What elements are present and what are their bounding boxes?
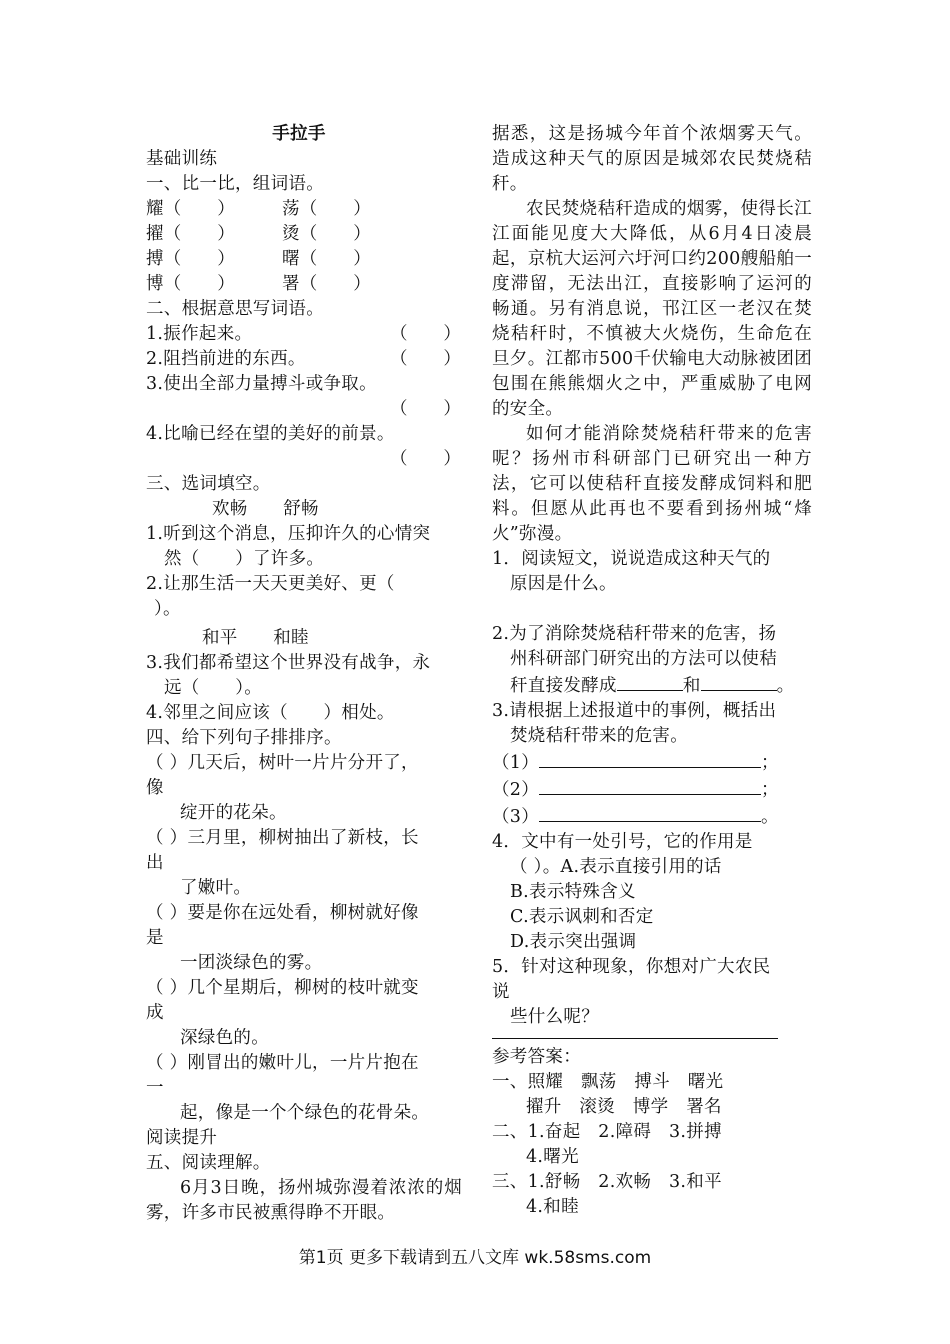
q4-item: （ ）几个星期后，柳树的枝叶就变 成 深绿色的。: [146, 978, 419, 1048]
answer-blank[interactable]: [539, 749, 761, 768]
q2-item: 2.阻挡前进的东西。 （ ）: [146, 349, 462, 369]
reading-question-5: 说: [492, 982, 510, 1002]
answers-heading: 参考答案：: [492, 1047, 581, 1067]
reading-question-2: 秆直接发酵成 和 。: [492, 672, 812, 699]
answer-blank[interactable]: [539, 776, 761, 795]
q5-heading: 五、阅读理解。: [146, 1153, 271, 1173]
answer-blank[interactable]: [617, 672, 683, 691]
q4-item: （ ）要是你在远处看，柳树就好像 是 一团淡绿色的雾。: [146, 903, 419, 973]
reading-question-4: （ ）。A.表示直接引用的话: [510, 857, 722, 877]
q2-item: （ ）: [390, 399, 462, 419]
passage-paragraph: 农民焚烧秸秆造成的烟雾，使得长江江面能见度大大降低，从6月4日凌晨起，京杭大运河六圩河口约200艘船舶一度滞留，无法出江，直接影响了运河的畅通。另有消息说，邗江区一老汉在焚烧秸秆时，不慎被大火烧伤，生命危在旦夕。江都市500千伏输电大动脉被团团包围在熊熊烟火之中，严重威胁了电网的安全。: [492, 199, 812, 419]
q3-sentence: 4.邻里之间应该（ ）相处。: [146, 703, 395, 723]
q3-word-choices: 欢畅 舒畅: [212, 499, 319, 519]
rq4-option: B.表示特殊含义: [510, 882, 636, 902]
q3-sentence: 1.听到这个消息，压抑许久的心情突: [146, 524, 431, 544]
answer-block: 三、1.舒畅 2.欢畅 3.和平 4.和睦: [492, 1172, 722, 1217]
q2-item: 1.振作起来。 （ ）: [146, 324, 462, 344]
q1-pair: 擢（ ） 烫（ ）: [146, 224, 371, 244]
section-reading-heading: 阅读提升: [146, 1128, 218, 1148]
q4-item: （ ）三月里，柳树抽出了新枝，长 出 了嫩叶。: [146, 828, 419, 898]
q3-sentence: 远（ ）。: [164, 678, 263, 698]
q3-sentence: 2.让那生活一天天更美好、更（: [146, 574, 395, 594]
q3-heading: 三、选词填空。: [146, 474, 271, 494]
reading-question-3: 3.请根据上述报道中的事例，概括出: [492, 701, 777, 721]
passage-paragraph: 6月3日晚，扬州城弥漫着浓浓的烟雾，许多市民被熏得睁不开眼。: [146, 1178, 462, 1223]
q1-pair: 耀（ ） 荡（ ）: [146, 199, 371, 219]
reading-question-5: 些什么呢？: [510, 1007, 599, 1027]
rq3-answer-line: （2） ；: [492, 776, 812, 803]
answer-blank[interactable]: [539, 803, 761, 822]
rq3-answer-line: （1） ；: [492, 749, 812, 776]
rq4-option: C.表示讽刺和否定: [510, 907, 654, 927]
section-basic-heading: 基础训练: [146, 149, 218, 169]
reading-question-1: 1．阅读短文，说说造成这种天气的: [492, 549, 771, 569]
reading-question-3: 焚烧秸秆带来的危害。: [510, 726, 688, 746]
left-column: [146, 122, 462, 1226]
answer-block: 一、照耀 飘荡 搏斗 曙光 擢升 滚烫 博学 署名: [492, 1072, 724, 1117]
q3-sentence: ）。: [154, 599, 181, 619]
rq4-option: D.表示突出强调: [510, 932, 637, 952]
q2-heading: 二、根据意思写词语。: [146, 299, 324, 319]
passage-paragraph: 如何才能消除焚烧秸秆带来的危害呢？扬州市科研部门已研究出一种方法，它可以使秸秆直接发酵成饲料和肥料。但愿从此再也不要看到扬州城“烽火”弥漫。: [492, 424, 812, 544]
q4-item: （ ）刚冒出的嫩叶儿，一片片抱在 一 起，像是一个个绿色的花骨朵。: [146, 1053, 430, 1123]
reading-question-4: 4．文中有一处引号，它的作用是: [492, 832, 753, 852]
q3-sentence: 然（ ）了许多。: [164, 549, 325, 569]
reading-question-5: 5．针对这种现象，你想对广大农民: [492, 957, 771, 977]
answer-space: [492, 597, 812, 622]
q1-pair: 博（ ） 署（ ）: [146, 274, 371, 294]
reading-question-1: 原因是什么。: [510, 574, 617, 594]
page-footer: 第1页 更多下载请到五八文库 wk.58sms.com: [298, 1248, 652, 1268]
right-column: [492, 122, 812, 1220]
q3-word-choices: 和平 和睦: [202, 628, 309, 648]
q4-item: （ ）几天后，树叶一片片分开了， 像 绽开的花朵。: [146, 753, 419, 823]
q1-heading: 一、比一比，组词语。: [146, 174, 324, 194]
page-title: 手拉手: [272, 124, 326, 144]
divider: [492, 1038, 778, 1039]
reading-question-2: 州科研部门研究出的方法可以使秸: [510, 649, 777, 669]
q4-heading: 四、给下列句子排排序。: [146, 728, 342, 748]
passage-paragraph: 据悉，这是扬城今年首个浓烟雾天气。造成这种天气的原因是城郊农民焚烧秸秆。: [492, 124, 812, 194]
answer-blank[interactable]: [701, 672, 777, 691]
q2-item: （ ）: [390, 449, 462, 469]
answer-block: 二、1.奋起 2.障碍 3.拼搏 4.曙光: [492, 1122, 722, 1167]
reading-question-2: 2.为了消除焚烧秸秆带来的危害，扬: [492, 624, 777, 644]
q3-sentence: 3.我们都希望这个世界没有战争，永: [146, 653, 431, 673]
rq3-answer-line: （3） 。: [492, 803, 812, 830]
q2-item: 4.比喻已经在望的美好的前景。: [146, 424, 395, 444]
q1-pair: 搏（ ） 曙（ ）: [146, 249, 371, 269]
q2-item: 3.使出全部力量搏斗或争取。: [146, 374, 377, 394]
